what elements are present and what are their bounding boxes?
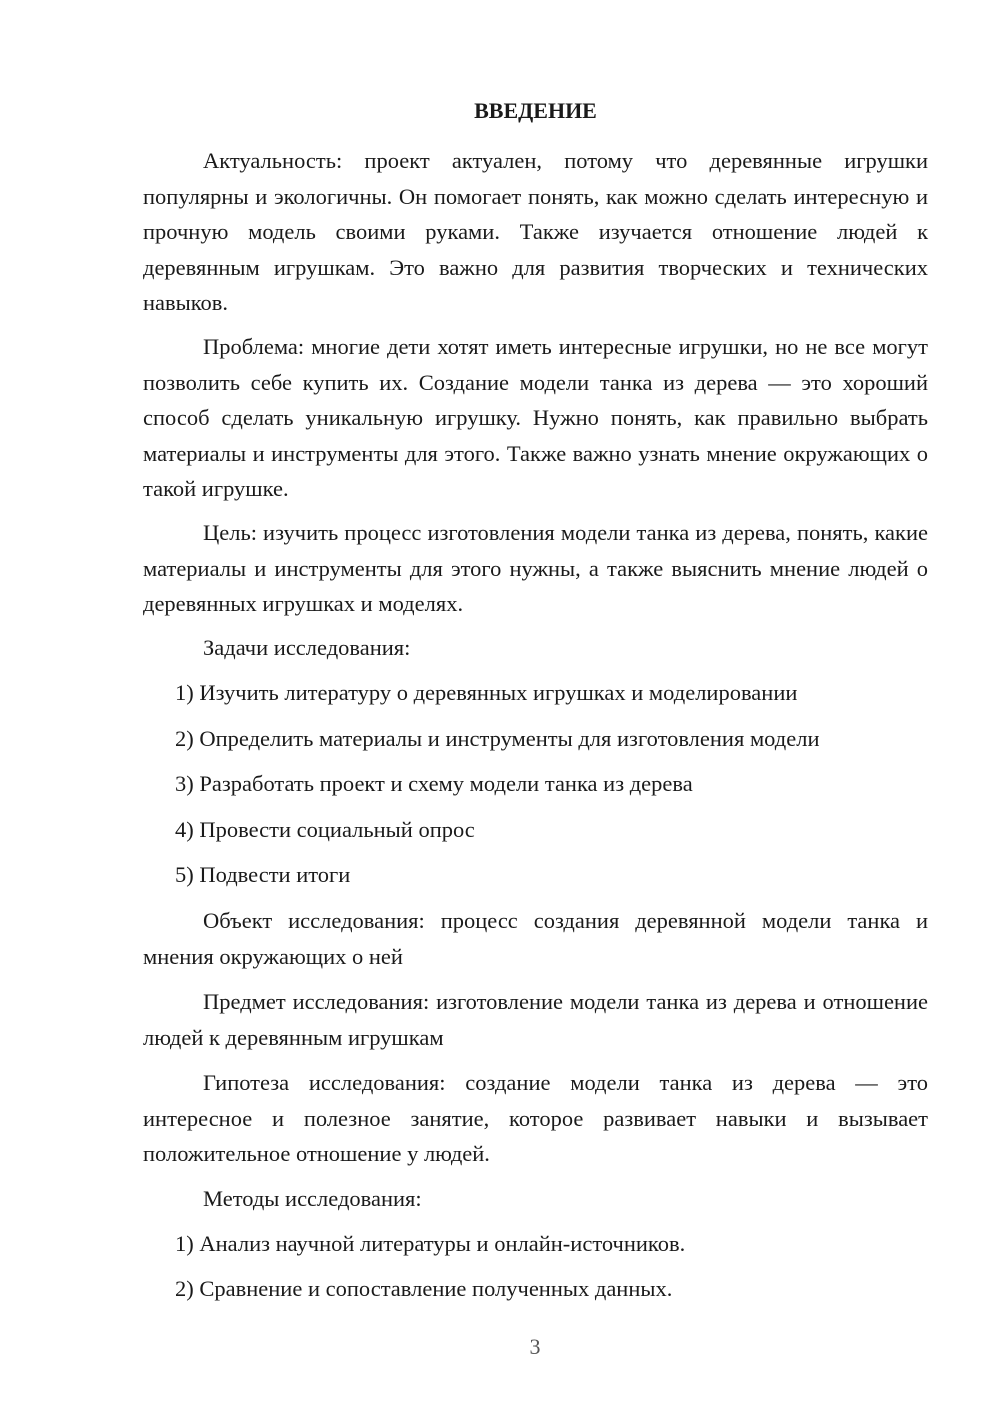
task-item-3: 3) Разработать проект и схему модели танка из дерева — [175, 771, 693, 796]
tasks-heading: Задачи исследования: — [203, 635, 411, 660]
task-item-4: 4) Провести социальный опрос — [175, 817, 475, 842]
object-paragraph: Объект исследования: процесс создания деревянной модели танка и мнения окружающих о ней — [143, 908, 928, 969]
relevance-paragraph: Актуальность: проект актуален, потому что деревянные игрушки популярны и экологичны. Он помогает понять, как можно сделать интересную и прочную модель своими руками. Также изучается отношение людей к деревянным игрушкам. Это важно для развития творческих и технических навыков. — [143, 148, 928, 315]
task-item-5: 5) Подвести итоги — [175, 862, 351, 887]
subject-paragraph: Предмет исследования: изготовление модели танка из дерева и отношение людей к деревянным игрушкам — [143, 989, 928, 1050]
problem-paragraph: Проблема: многие дети хотят иметь интересные игрушки, но не все могут позволить себе купить их. Создание модели танка из дерева — это хороший способ сделать уникальную игрушку. Нужно понять, как правильно выбрать материалы и инструменты для этого. Также важно узнать мнение окружающих о такой игрушке. — [143, 334, 928, 501]
task-item-1: 1) Изучить литературу о деревянных игрушках и моделировании — [175, 680, 798, 705]
goal-paragraph: Цель: изучить процесс изготовления модели танка из дерева, понять, какие материалы и инструменты для этого нужны, а также выяснить мнение людей о деревянных игрушках и моделях. — [143, 520, 928, 616]
task-item-2: 2) Определить материалы и инструменты для изготовления модели — [175, 726, 820, 751]
section-title: ВВЕДЕНИЕ — [474, 98, 597, 123]
methods-heading: Методы исследования: — [203, 1186, 422, 1211]
hypothesis-paragraph: Гипотеза исследования: создание модели танка из дерева — это интересное и полезное занятие, которое развивает навыки и вызывает положительное отношение у людей. — [143, 1070, 928, 1166]
method-item-1: 1) Анализ научной литературы и онлайн-источников. — [175, 1231, 686, 1256]
method-item-2: 2) Сравнение и сопоставление полученных данных. — [175, 1276, 673, 1301]
page-number: 3 — [529, 1334, 541, 1359]
